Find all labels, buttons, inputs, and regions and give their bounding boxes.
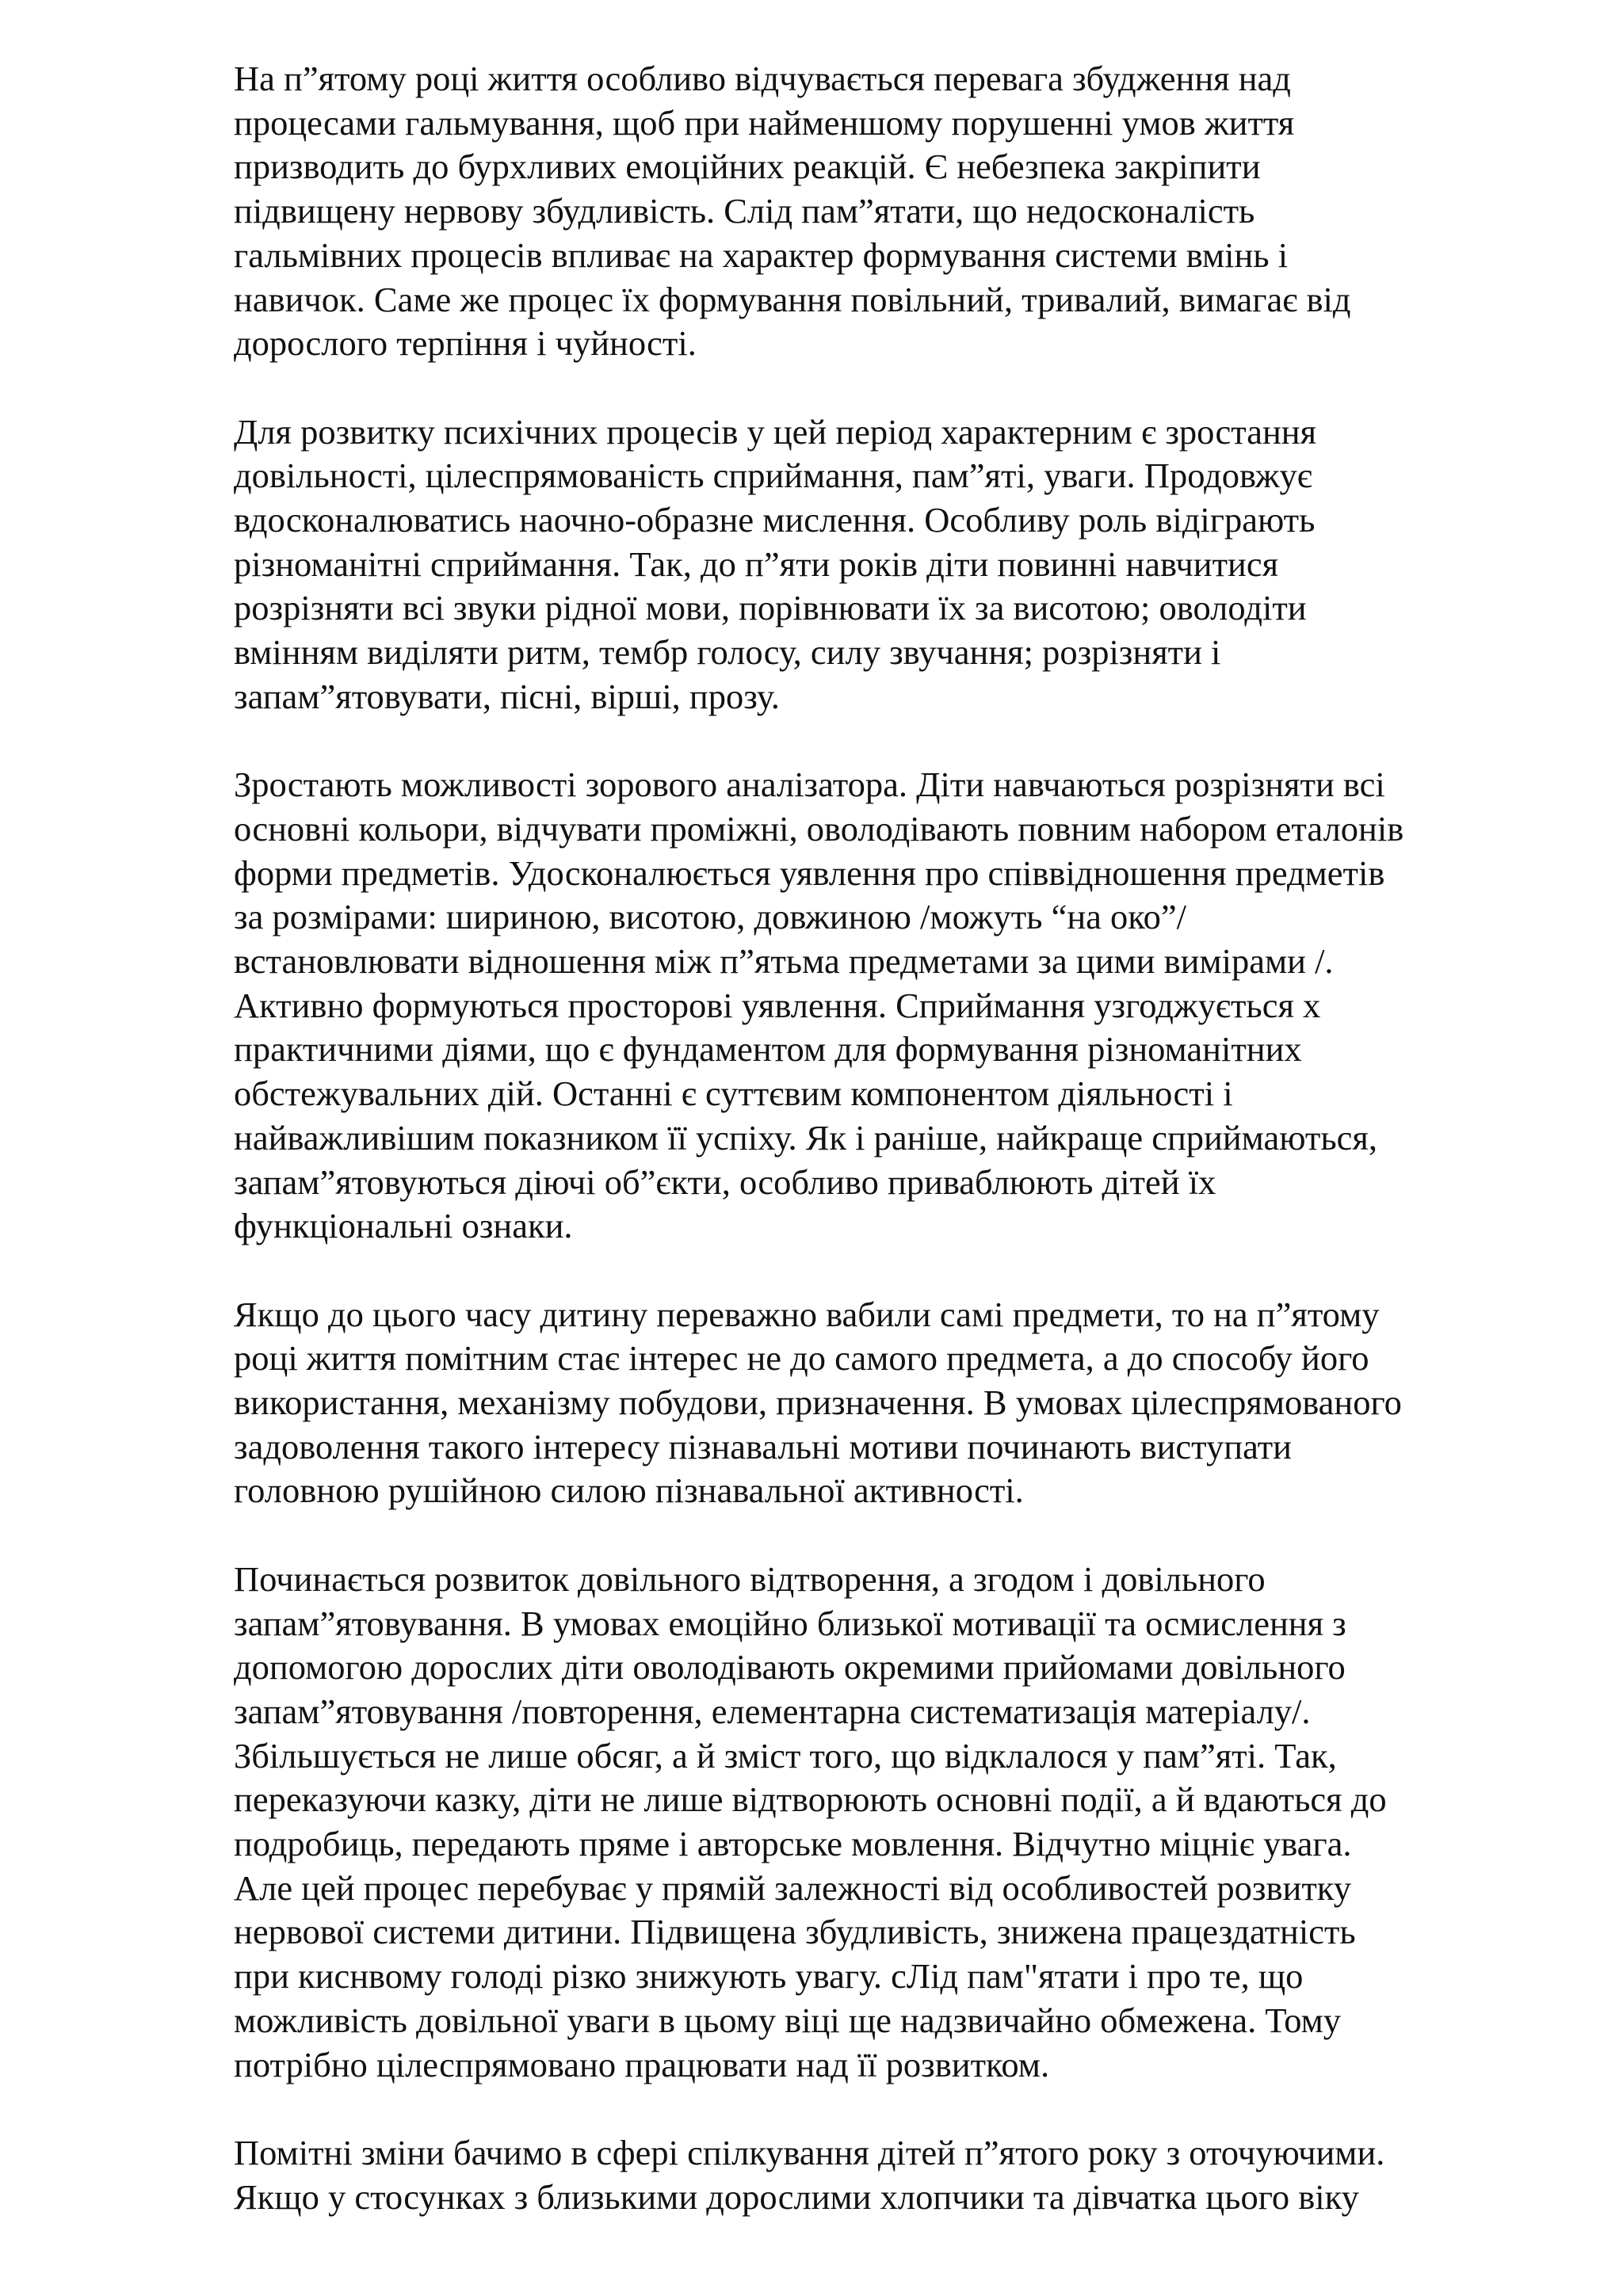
- text-line: році життя помітним стає інтерес не до самого предмета, а до способу його: [234, 1338, 1369, 1379]
- text-line: Активно формуються просторові уявлення. Сприймання узгоджується х: [234, 985, 1321, 1025]
- document-page: [234, 57, 1533, 2264]
- text-line: процесами гальмування, щоб при найменшому порушенні умов життя: [234, 102, 1295, 143]
- text-line: Якщо до цього часу дитину переважно вабили самі предмети, то на п”ятому: [234, 1294, 1380, 1334]
- text-line: нервової системи дитини. Підвищена збудливість, знижена працездатність: [234, 1912, 1356, 1952]
- text-line: підвищену нервову збудливість. Слід пам”ятати, що недосконаліcть: [234, 191, 1255, 231]
- text-line: гальмівних процесів впливає на характер формування системи вмінь і: [234, 235, 1289, 275]
- text-line: практичними діями, що є фундаментом для формування різноманітних: [234, 1029, 1302, 1070]
- text-line: вдосконалюватись наочно-образне мислення. Особливу роль відіграють: [234, 500, 1316, 540]
- text-line: встановлювати відношення між п”ятьма предметами за цими вимірами /.: [234, 941, 1334, 982]
- text-line: функціональні ознаки.: [234, 1206, 573, 1246]
- text-line: запам”ятовування /повторення, елементарна систематизація матеріалу/.: [234, 1691, 1311, 1731]
- text-line: Якщо у стосунках з близькими дорослими хлопчики та дівчатка цього віку: [234, 2176, 1359, 2217]
- text-line: Починається розвиток довільного відтворення, а згодом і довільного: [234, 1558, 1266, 1599]
- text-line: дорослого терпіння і чуйності.: [234, 323, 697, 364]
- text-line: Збільшується не лише обсяг, а й зміст того, що відклалося у пам”яті. Так,: [234, 1735, 1337, 1775]
- text-line: потрібно цілеспрямовано працювати над її розвитком.: [234, 2044, 1050, 2084]
- text-line: найважливішим показником її успіху. Як і раніше, найкраще сприймаються,: [234, 1117, 1378, 1158]
- paragraph-3: [234, 763, 1533, 1249]
- paragraph-1: [234, 57, 1533, 366]
- text-line: Помітні зміни бачимо в сфері спілкування дітей п”ятого року з оточуючими.: [234, 2132, 1385, 2172]
- text-line: основні кольори, відчувати проміжні, оволодівають повним набором еталонів: [234, 808, 1404, 849]
- text-line: допомогою дорослих діти оволодівають окремими прийомами довільного: [234, 1647, 1346, 1688]
- paragraph-5: [234, 1558, 1533, 2087]
- text-line: обстежувальних дій. Останні є суттєвим компонентом діяльності і: [234, 1074, 1233, 1114]
- text-line: форми предметів. Удосконалюється уявлення про співвідношення предметів: [234, 852, 1385, 893]
- text-line: розрізняти всі звуки рідної мови, порівнювати їх за висотою; оволодіти: [234, 588, 1307, 628]
- text-line: довільності, цілеспрямованість сприймання, пам”яті, уваги. Продовжує: [234, 456, 1312, 496]
- text-line: за розмірами: шириною, висотою, довжиною /можуть “на око”/: [234, 897, 1186, 937]
- text-line: головною рушійною силою пізнавальної активності.: [234, 1470, 1024, 1511]
- paragraph-2: [234, 410, 1533, 719]
- text-line: призводить до бурхливих емоційних реакцій. Є небезпека закріпити: [234, 147, 1261, 187]
- text-line: Зростають можливості зорового аналізатора. Діти навчаються розрізняти всі: [234, 765, 1385, 805]
- text-line: Для розвитку психічних процесів у цей період характерним є зростання: [234, 411, 1317, 452]
- paragraph-4: [234, 1293, 1533, 1514]
- text-line: подробиць, передають пряме і авторське мовлення. Відчутно міцніє увага.: [234, 1824, 1352, 1864]
- paragraph-6: [234, 2131, 1533, 2219]
- text-line: запам”ятовування. В умовах емоційно близької мотивації та осмислення з: [234, 1603, 1346, 1643]
- text-line: На п”ятому році життя особливо відчувається перевага збудження над: [234, 59, 1291, 98]
- text-line: вмінням виділяти ритм, тембр голосу, силу звучання; розрізняти і: [234, 632, 1221, 673]
- text-line: запам”ятовувати, пісні, вірші, прозу.: [234, 676, 780, 716]
- text-line: задоволення такого інтересу пізнавальні мотиви починають виступати: [234, 1426, 1292, 1466]
- text-line: навичок. Саме же процес їх формування повільний, тривалий, вимагає від: [234, 279, 1351, 319]
- text-line: Але цей процес перебуває у прямій залежності від особливостей розвитку: [234, 1867, 1352, 1908]
- text-line: використання, механізму побудови, призначення. В умовах цілеспрямованого: [234, 1383, 1402, 1423]
- text-line: запам”ятовуються діючі об”єкти, особливо приваблюють дітей їх: [234, 1161, 1216, 1202]
- text-line: можливість довільної уваги в цьому віці ще надзвичайно обмежена. Тому: [234, 2000, 1342, 2040]
- text-line: різноманітні сприймання. Так, до п”яти років діти повинні навчитися: [234, 543, 1279, 584]
- text-line: при киснвому голоді різко знижують увагу. сЛід пам"ятати і про те, що: [234, 1956, 1304, 1997]
- text-line: переказуючи казку, діти не лише відтворюють основні події, а й вдаються до: [234, 1779, 1387, 1820]
